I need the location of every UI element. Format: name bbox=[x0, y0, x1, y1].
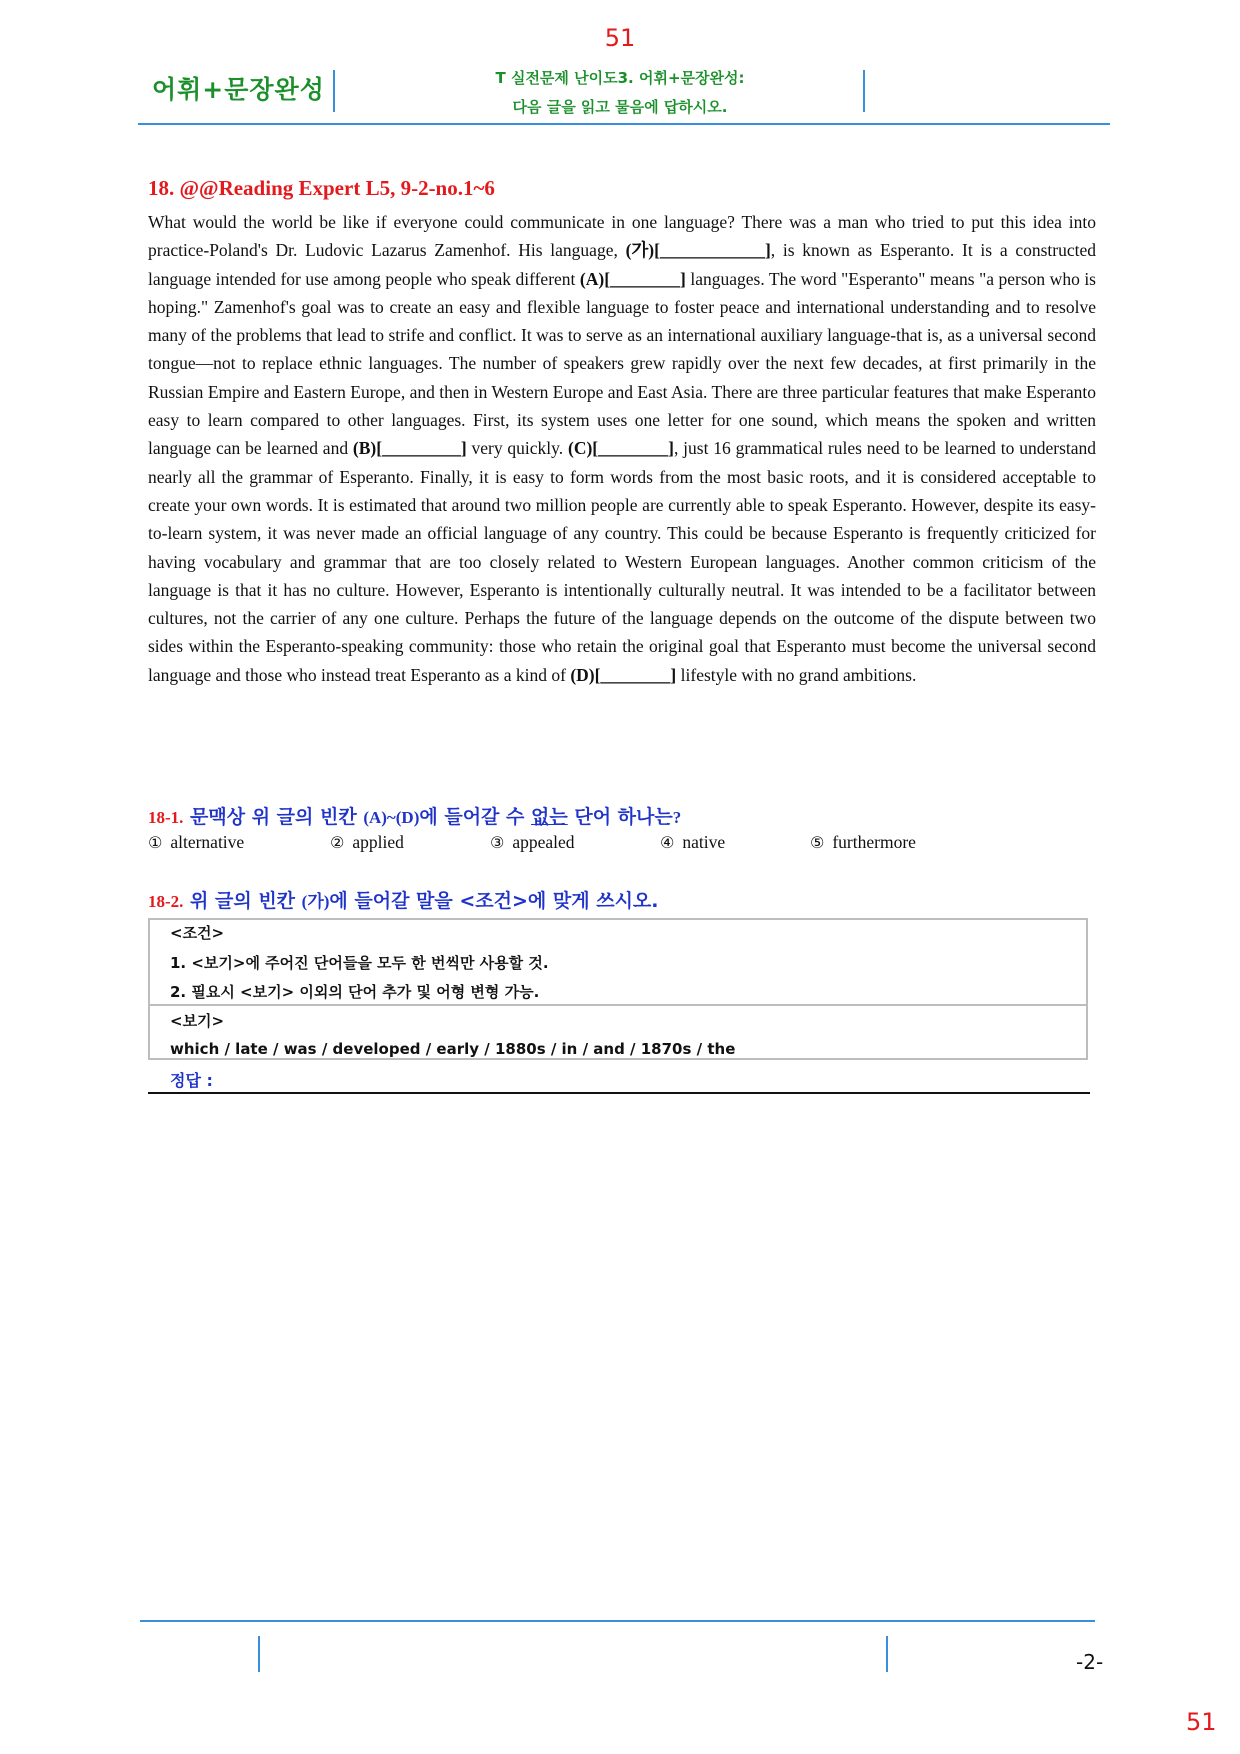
header-subtitle-line1: T 실전문제 난이도3. 어휘+문장완성: bbox=[495, 69, 745, 87]
option-3[interactable] bbox=[490, 832, 575, 853]
option-4[interactable] bbox=[660, 832, 725, 853]
footer-rule bbox=[140, 1620, 1095, 1622]
header-subtitle-line2: 다음 글을 읽고 물음에 답하시오. bbox=[512, 98, 728, 116]
q1-text-mid: 에 들어갈 수 bbox=[419, 806, 531, 828]
header-divider-left bbox=[333, 70, 335, 112]
option-1[interactable] bbox=[148, 832, 244, 853]
q2-text-before: 위 글의 빈칸 bbox=[183, 890, 302, 912]
conditions-divider bbox=[150, 1004, 1088, 1006]
question-18-2-number: 18-2. bbox=[148, 892, 184, 911]
blank-c: (C)[________] bbox=[568, 438, 674, 459]
passage-part5: , just 16 grammatical rules need to be learned to understand nearly all the grammar of Esperanto. Finally, it is easy to form words from the most basic roots, and it is considered acceptable to create your own words. It is estimated that around two million people are currently able to speak Esperanto. However, despite its easy-to-learn system, it was never made an official language of any country. This could be because Esperanto is frequently criticized for having vocabulary and grammar that are too closely related to Western European languages. Another common criticism of the language is that it has no culture. However, Esperanto is intentionally culturally neutral. It was intended to be a facilitator between cultures, not the carrier of any one culture. Perhaps the future of the language depends on the outcome of the dispute between two sides within the Esperanto-speaking community: those who retain the original goal that Esperanto must become the universal second language and those who instead treat Esperanto as a kind of bbox=[148, 438, 1097, 685]
question-18-1-number: 18-1. bbox=[148, 808, 184, 827]
q2-text-after: 에 들어갈 말을 <조건>에 맞게 쓰시오. bbox=[329, 890, 659, 912]
blank-d: (D)[________] bbox=[570, 664, 677, 685]
q1-text-before: 문맥상 위 글의 빈칸 bbox=[183, 806, 364, 828]
bogi-title: <보기> bbox=[170, 1012, 225, 1030]
q1-underlined-word: 없는 bbox=[531, 806, 568, 828]
header-subtitle bbox=[420, 64, 820, 122]
option-1-mark: ① bbox=[148, 833, 163, 852]
option-2[interactable] bbox=[330, 832, 404, 853]
passage bbox=[148, 208, 1096, 689]
condition-2: 2. 필요시 <보기> 이외의 단어 추가 및 어형 변형 가능. bbox=[170, 983, 540, 1001]
header-divider-right bbox=[863, 70, 865, 112]
bottom-page-number: 51 bbox=[1186, 1708, 1217, 1736]
q2-ga: (가) bbox=[301, 892, 330, 911]
footer-divider-left bbox=[258, 1636, 260, 1672]
condition-1: 1. <보기>에 주어진 단어들을 모두 한 번씩만 사용할 것. bbox=[170, 954, 549, 972]
answer-label: 정답 : bbox=[170, 1071, 213, 1090]
blank-b: (B)[_________] bbox=[352, 438, 467, 459]
question-18-1-prompt bbox=[148, 802, 681, 829]
passage-part3: languages. The word "Esperanto" means "a person who is hoping." Zamenhof's goal was to create an easy and flexible language to foster peace and international understanding and to resolve many of the problems that lead to strife and conflict. It was to serve as an international auxiliary language-that is, as a universal second tongue—not to replace ethnic languages. The number of speakers grew rapidly over the next few decades, at first primarily in the Russian Empire and Eastern Europe, and then in Western Europe and East Asia. There are three particular features that make Esperanto easy to learn compared to other languages. First, its system uses one letter for one sound, which means the spoken and written language can be learned and bbox=[148, 268, 1096, 459]
answer-line[interactable] bbox=[148, 1092, 1090, 1094]
q1-range: (A)~(D) bbox=[363, 808, 420, 827]
question-heading: 18. @@Reading Expert L5, 9-2-no.1~6 bbox=[148, 176, 495, 200]
header-title: 어휘+문장완성 bbox=[152, 75, 325, 104]
passage-part1: What would the world be like if everyone could communicate in one language? There was a man who tried to put this idea into practice-Poland's Dr. Ludovic Lazarus Zamenhof. His language, bbox=[148, 212, 1096, 261]
blank-a: (A)[________] bbox=[579, 268, 686, 289]
footer-divider-right bbox=[886, 1636, 888, 1672]
passage-part6: lifestyle with no grand ambitions. bbox=[676, 664, 917, 685]
passage-part4: very quickly. bbox=[466, 438, 568, 459]
q1-qmark: ? bbox=[672, 808, 682, 827]
blank-ga: (가)[____________] bbox=[625, 240, 771, 261]
passage-part2: , is known as Esperanto. It is a constructed language intended for use among people who speak different bbox=[148, 240, 1096, 289]
q1-text-after: 단어 하나는 bbox=[567, 806, 673, 828]
option-2-label: applied bbox=[352, 832, 404, 852]
bogi-words: which / late / was / developed / early / 1880s / in / and / 1870s / the bbox=[170, 1040, 736, 1058]
option-3-mark: ③ bbox=[490, 833, 505, 852]
conditions-title: <조건> bbox=[170, 924, 225, 942]
option-4-mark: ④ bbox=[660, 833, 675, 852]
option-5[interactable] bbox=[810, 832, 916, 853]
top-page-number: 51 bbox=[604, 24, 636, 52]
option-1-label: alternative bbox=[170, 832, 245, 852]
option-3-label: appealed bbox=[512, 832, 575, 852]
option-5-mark: ⑤ bbox=[810, 833, 825, 852]
footer-page-label: -2- bbox=[1076, 1650, 1104, 1674]
header-rule bbox=[138, 123, 1110, 125]
option-5-label: furthermore bbox=[832, 832, 916, 852]
option-2-mark: ② bbox=[330, 833, 345, 852]
question-18-2-prompt bbox=[148, 886, 659, 913]
option-4-label: native bbox=[682, 832, 726, 852]
